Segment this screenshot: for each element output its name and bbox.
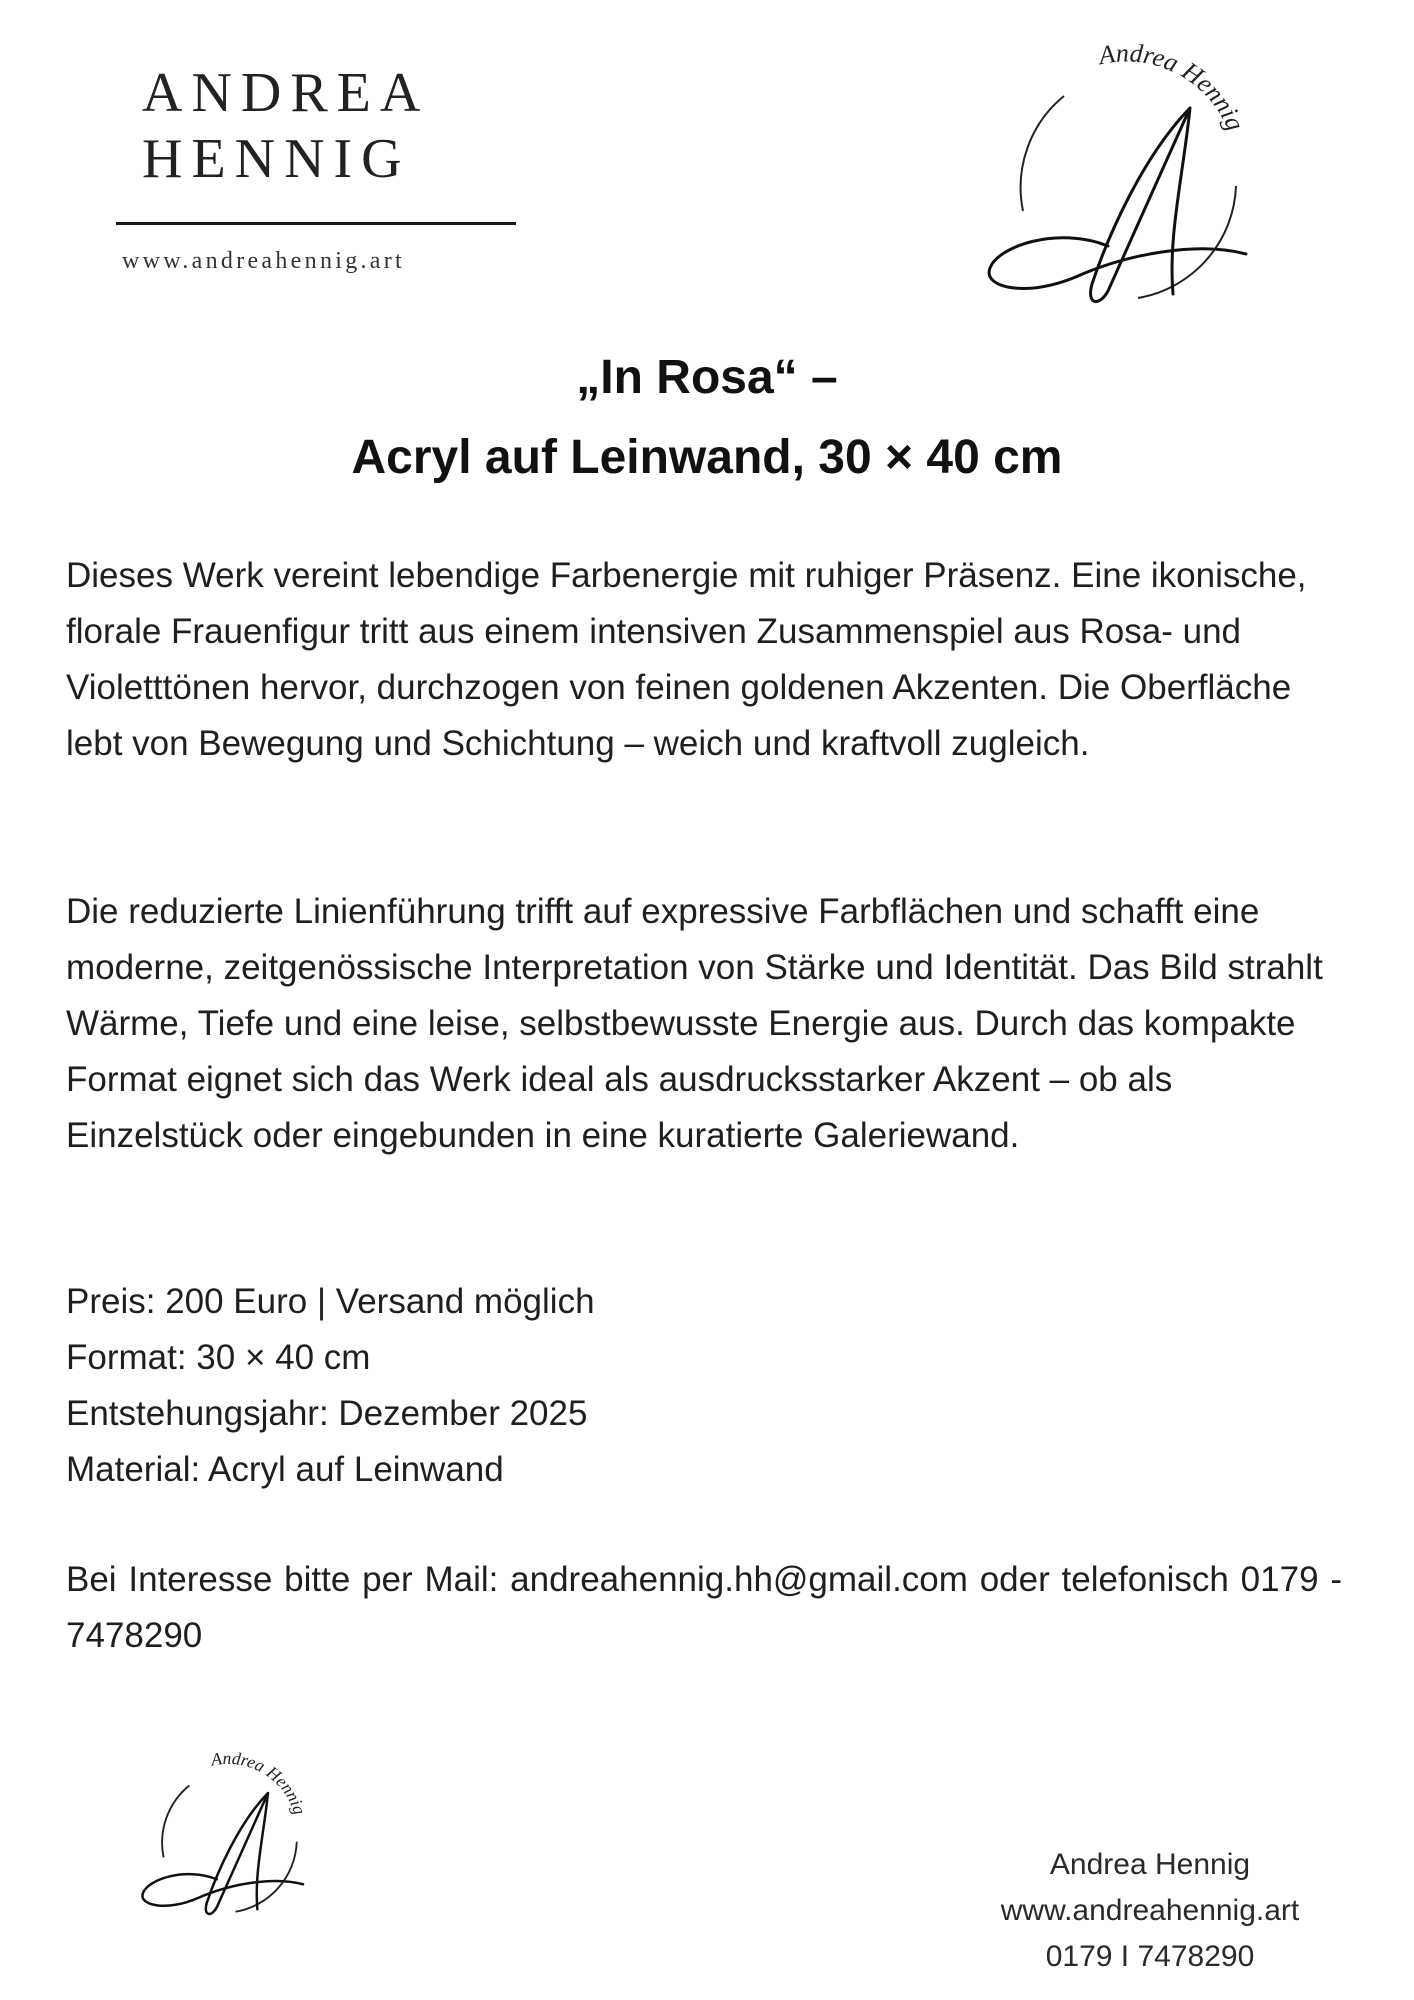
detail-format: Format: 30 × 40 cm xyxy=(66,1338,371,1377)
brand-wordmark xyxy=(116,60,516,274)
title-line-1: „In Rosa“ – xyxy=(576,351,838,404)
wordmark-last-name: HENNIG xyxy=(142,128,411,190)
description-paragraph-2: Die reduzierte Linienführung trifft auf expressive Farbflächen und schafft eine moderne, zeitgenössische Interpretation von Stärke und Identität. Das Bild strahlt Wärme, Tiefe und eine leise, selbstbewusste Energie aus. Durch das kompakte Format eignet sich das Werk ideal als ausdrucksstarker Akzent – ob als Einzelstück oder eingebunden in eine kuratierte Galeriewand. xyxy=(66,892,1323,1155)
svg-text:Andrea Hennig xyxy=(208,1748,310,1817)
artwork-details xyxy=(66,1274,1342,1498)
logo-small-name-text: Andrea Hennig xyxy=(209,1748,311,1817)
detail-price: Preis: 200 Euro | Versand möglich xyxy=(66,1282,595,1321)
footer-name: Andrea Hennig xyxy=(1049,1848,1251,1881)
wordmark-divider xyxy=(116,222,516,225)
footer-phone: 0179 I 7478290 xyxy=(1045,1940,1255,1973)
wordmark-url: www.andreahennig.art xyxy=(122,248,406,274)
signature-logo xyxy=(968,36,1268,316)
description-paragraph-1: Dieses Werk vereint lebendige Farbenergie mit ruhiger Präsenz. Eine ikonische, florale Frauenfigur tritt aus einem intensiven Zusammenspiel aus Rosa- und Violetttönen hervor, durchzogen von feinen goldenen Akzenten. Die Oberfläche lebt von Bewegung und Schichtung – weich und kraftvoll zugleich. xyxy=(66,556,1307,763)
signature-logo-small xyxy=(128,1748,318,1923)
wordmark-first-name: ANDREA xyxy=(142,62,430,124)
logo-name-text: Andrea Hennig xyxy=(1096,38,1251,135)
title-line-2: Acryl auf Leinwand, 30 × 40 cm xyxy=(351,431,1063,484)
detail-material: Material: Acryl auf Leinwand xyxy=(66,1450,504,1489)
contact-info: Bei Interesse bitte per Mail: andreahennig.hh@gmail.com oder telefonisch 0179 - 7478290 xyxy=(66,1560,1342,1655)
artwork-title xyxy=(0,338,1414,498)
detail-year: Entstehungsjahr: Dezember 2025 xyxy=(66,1394,588,1433)
svg-text:Andrea Hennig xyxy=(1095,38,1250,134)
footer-website: www.andreahennig.art xyxy=(1000,1894,1300,1927)
footer-contact xyxy=(940,1842,1360,1980)
